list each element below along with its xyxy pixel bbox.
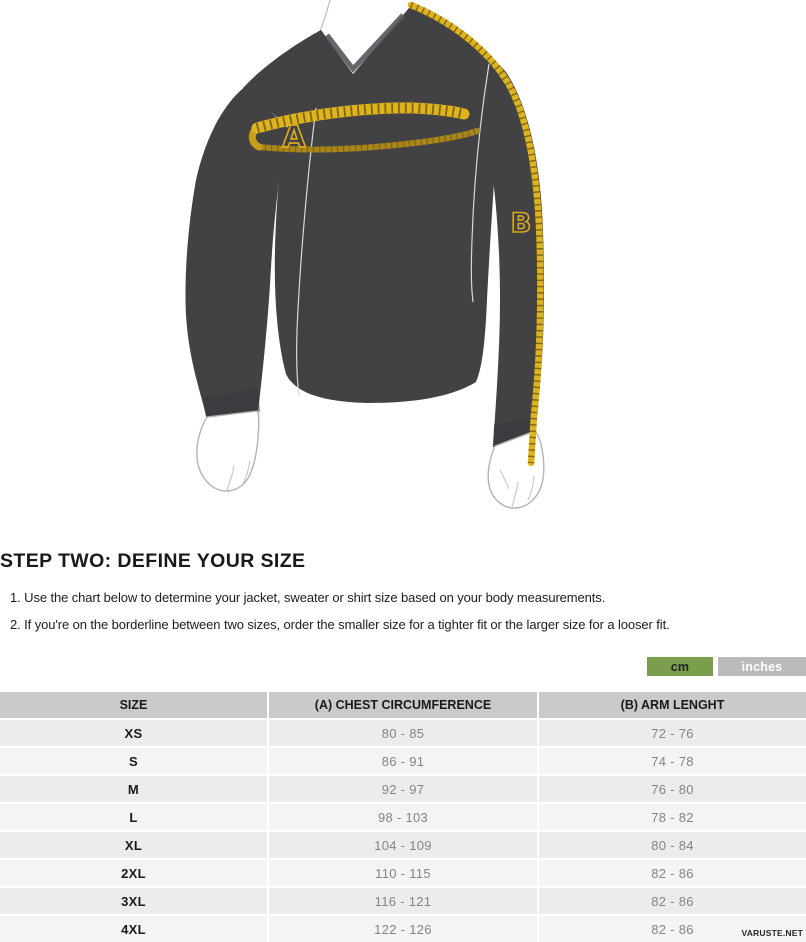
size-cell: 4XL: [0, 916, 267, 942]
left-hand: [197, 411, 259, 491]
chest-value-cell: 122 - 126: [269, 916, 537, 942]
table-row-3xl: [0, 888, 806, 914]
column-header-arm: (B) ARM LENGHT: [539, 692, 806, 718]
size-cell: M: [0, 776, 267, 802]
size-table: [0, 692, 806, 942]
table-row-xs: [0, 720, 806, 746]
step-heading: STEP TWO: DEFINE YOUR SIZE: [0, 550, 306, 572]
instruction-item-2: 2. If you're on the borderline between two sizes, order the smaller size for a tighter fit or the larger size for a looser fit.: [10, 617, 670, 632]
table-row-s: [0, 748, 806, 774]
size-cell: XS: [0, 720, 267, 746]
size-cell: S: [0, 748, 267, 774]
chest-value-cell: 104 - 109: [269, 832, 537, 858]
watermark: VARUSTE.NET: [741, 928, 803, 938]
arm-value-cell: 78 - 82: [539, 804, 806, 830]
size-cell: L: [0, 804, 267, 830]
table-row-m: [0, 776, 806, 802]
column-header-chest: (A) CHEST CIRCUMFERENCE: [269, 692, 537, 718]
table-row-2xl: [0, 860, 806, 886]
chest-value-cell: 80 - 85: [269, 720, 537, 746]
arm-value-cell: 82 - 86: [539, 888, 806, 914]
arm-value-cell: 74 - 78: [539, 748, 806, 774]
measure-label-a: A: [282, 120, 306, 155]
sweater-left-sleeve: [185, 86, 288, 421]
arm-value-cell: 80 - 84: [539, 832, 806, 858]
chest-value-cell: 86 - 91: [269, 748, 537, 774]
table-row-l: [0, 804, 806, 830]
size-cell: 3XL: [0, 888, 267, 914]
measure-label-b: B: [510, 208, 532, 239]
chest-value-cell: 92 - 97: [269, 776, 537, 802]
size-cell: XL: [0, 832, 267, 858]
instruction-item-1: 1. Use the chart below to determine your jacket, sweater or shirt size based on your body measurements.: [10, 590, 606, 605]
inches-toggle-button[interactable]: inches: [718, 657, 806, 676]
unit-toggle: [647, 657, 806, 676]
column-header-size: SIZE: [0, 692, 267, 718]
table-row-xl: [0, 832, 806, 858]
size-cell: 2XL: [0, 860, 267, 886]
table-row-4xl: [0, 916, 806, 942]
arm-value-cell: 76 - 80: [539, 776, 806, 802]
chest-value-cell: 116 - 121: [269, 888, 537, 914]
arm-value-cell: 82 - 86: [539, 860, 806, 886]
chest-value-cell: 98 - 103: [269, 804, 537, 830]
instructions-list: [10, 590, 800, 644]
table-header-row: [0, 692, 806, 718]
arm-value-cell: 82 - 86: [539, 916, 806, 942]
neck-outline: [320, 0, 330, 31]
arm-value-cell: 72 - 76: [539, 720, 806, 746]
chest-value-cell: 110 - 115: [269, 860, 537, 886]
cm-toggle-button[interactable]: cm: [647, 657, 713, 676]
